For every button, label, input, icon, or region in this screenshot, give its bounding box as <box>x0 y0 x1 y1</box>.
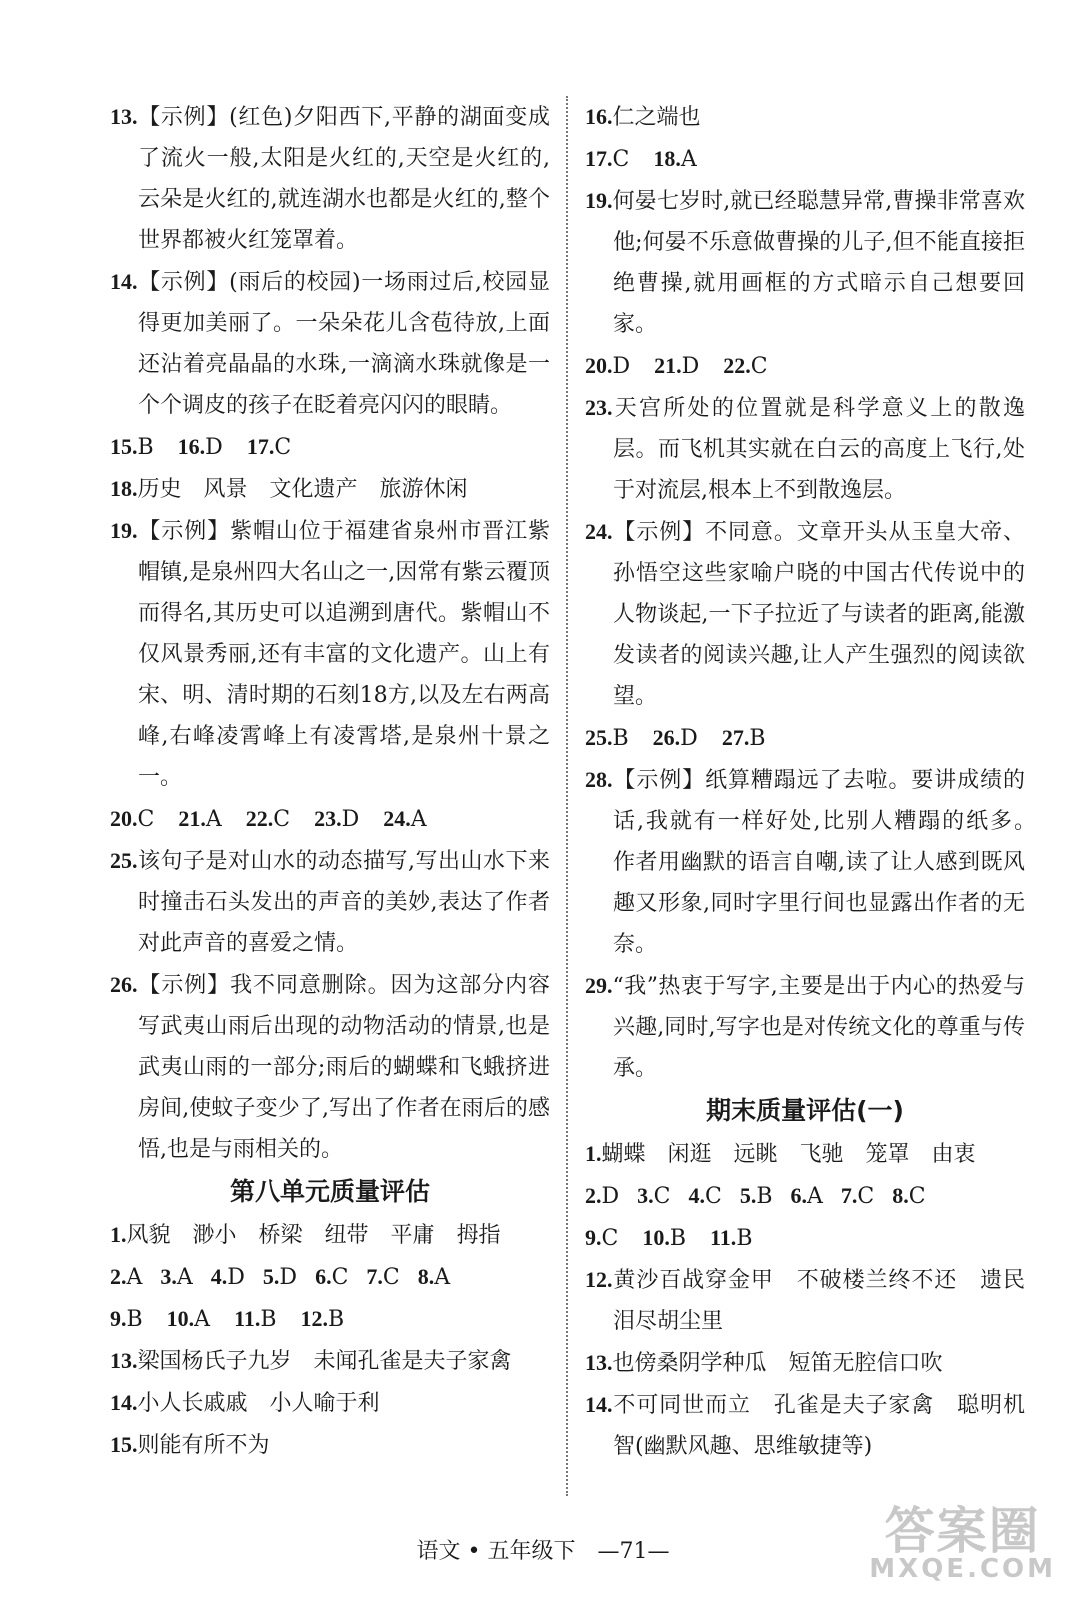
column-divider <box>566 96 568 1496</box>
unit8-answers-9-12: 9.B 10.A 11.B 12.B <box>110 1306 345 1332</box>
unit8-answer-1: 1.风貌 渺小 桥梁 纽带 平庸 拇指 <box>110 1222 501 1248</box>
answer-23: 23.天宫所处的位置就是科学意义上的散逸层。而飞机其实就在白云的高度上飞行,处于对流层,根本上不到散逸层。 <box>585 395 1025 503</box>
answer-16: 16.仁之端也 <box>585 104 701 130</box>
final-answers-9-11: 9.C 10.B 11.B <box>585 1225 753 1251</box>
final-answer-14: 14.不可同世而立 孔雀是夫子家禽 聪明机智(幽默风趣、思维敏捷等) <box>585 1392 1025 1459</box>
answers-20-22: 20.D 21.D 22.C <box>585 353 768 379</box>
answer-26: 26.【示例】我不同意删除。因为这部分内容写武夷山雨后出现的动物活动的情景,也是武夷山雨的一部分;雨后的蝴蝶和飞蛾挤进房间,使蚊子变少了,写出了作者在雨后的感悟,也是与雨相关的。 <box>110 972 550 1162</box>
answer-18: 18.历史 风景 文化遗产 旅游休闲 <box>110 476 468 502</box>
unit8-answer-14: 14.小人长戚戚 小人喻于利 <box>110 1390 380 1416</box>
watermark-domain: MXQE.COM <box>869 1554 1056 1584</box>
answers-17-18: 17.C 18.A <box>585 146 697 172</box>
answer-19-right: 19.何晏七岁时,就已经聪慧异常,曹操非常喜欢他;何晏不乐意做曹操的儿子,但不能直接拒绝曹操,就用画框的方式暗示自己想要回家。 <box>585 188 1025 337</box>
answer-24: 24.【示例】不同意。文章开头从玉皇大帝、孙悟空这些家喻户晓的中国古代传说中的人物谈起,一下子拉近了与读者的距离,能激发读者的阅读兴趣,让人产生强烈的阅读欲望。 <box>585 519 1025 709</box>
right-column <box>585 96 1048 1467</box>
final-answer-13: 13.也傍桑阴学种瓜 短笛无腔信口吹 <box>585 1350 943 1376</box>
unit8-answer-13: 13.梁国杨氏子九岁 未闻孔雀是夫子家禽 <box>110 1348 512 1374</box>
answer-14: 14.【示例】(雨后的校园)一场雨过后,校园显得更加美丽了。一朵朵花儿含苞待放,上面还沾着亮晶晶的水珠,一滴滴水珠就像是一个个调皮的孩子在眨着亮闪闪的眼睛。 <box>110 269 550 418</box>
unit8-answers-2-8: 2.A 3.A 4.D 5.D 6.C 7.C 8.A <box>110 1264 451 1290</box>
final-answer-12: 12.黄沙百战穿金甲 不破楼兰终不还 遗民泪尽胡尘里 <box>585 1267 1025 1334</box>
left-column <box>110 96 550 1466</box>
answer-28: 28.【示例】纸算糟蹋远了去啦。要讲成绩的话,我就有一样好处,比别人糟蹋的纸多。 作者用幽默的语言自嘲,读了让人感到既风趣又形象,同时字里行间也显露出作者的无奈。 <box>585 767 1048 957</box>
unit8-answer-15: 15.则能有所不为 <box>110 1432 270 1458</box>
answer-29: 29.“我”热衷于写字,主要是出于内心的热爱与兴趣,同时,写字也是对传统文化的尊重与传承。 <box>585 973 1025 1081</box>
watermark-text: 答案圈 <box>884 1502 1041 1560</box>
answer-19: 19.【示例】紫帽山位于福建省泉州市晋江紫帽镇,是泉州四大名山之一,因常有紫云覆顶而得名,其历史可以追溯到唐代。紫帽山不仅风景秀丽,还有丰富的文化遗产。山上有宋、明、清时期的石刻18方,以及左右两高峰,右峰凌霄峰上有凌霄塔,是泉州十景之一。 <box>110 518 550 790</box>
final-answer-1: 1.蝴蝶 闲逛 远眺 飞驰 笼罩 由衷 <box>585 1141 976 1167</box>
final-answers-2-8: 2.D 3.C 4.C 5.B 6.A 7.C 8.C <box>585 1183 926 1209</box>
section-title-unit8: 第八单元质量评估 <box>229 1177 430 1206</box>
answers-25-27: 25.B 26.D 27.B <box>585 725 766 751</box>
section-title-final: 期末质量评估(一) <box>706 1096 904 1125</box>
answers-20-24: 20.C 21.A 22.C 23.D 24.A <box>110 806 427 832</box>
watermark-logo <box>869 1502 1056 1584</box>
answer-13: 13.【示例】(红色)夕阳西下,平静的湖面变成了流火一般,太阳是火红的,天空是火红的,云朵是火红的,就连湖水也都是火红的,整个世界都被火红笼罩着。 <box>110 104 550 253</box>
page-footer: 语文 • 五年级下 —71— <box>416 1539 670 1564</box>
answer-25: 25.该句子是对山水的动态描写,写出山水下来时撞击石头发出的声音的美妙,表达了作者对此声音的喜爱之情。 <box>110 848 550 956</box>
answers-15-17: 15.B 16.D 17.C <box>110 434 292 460</box>
